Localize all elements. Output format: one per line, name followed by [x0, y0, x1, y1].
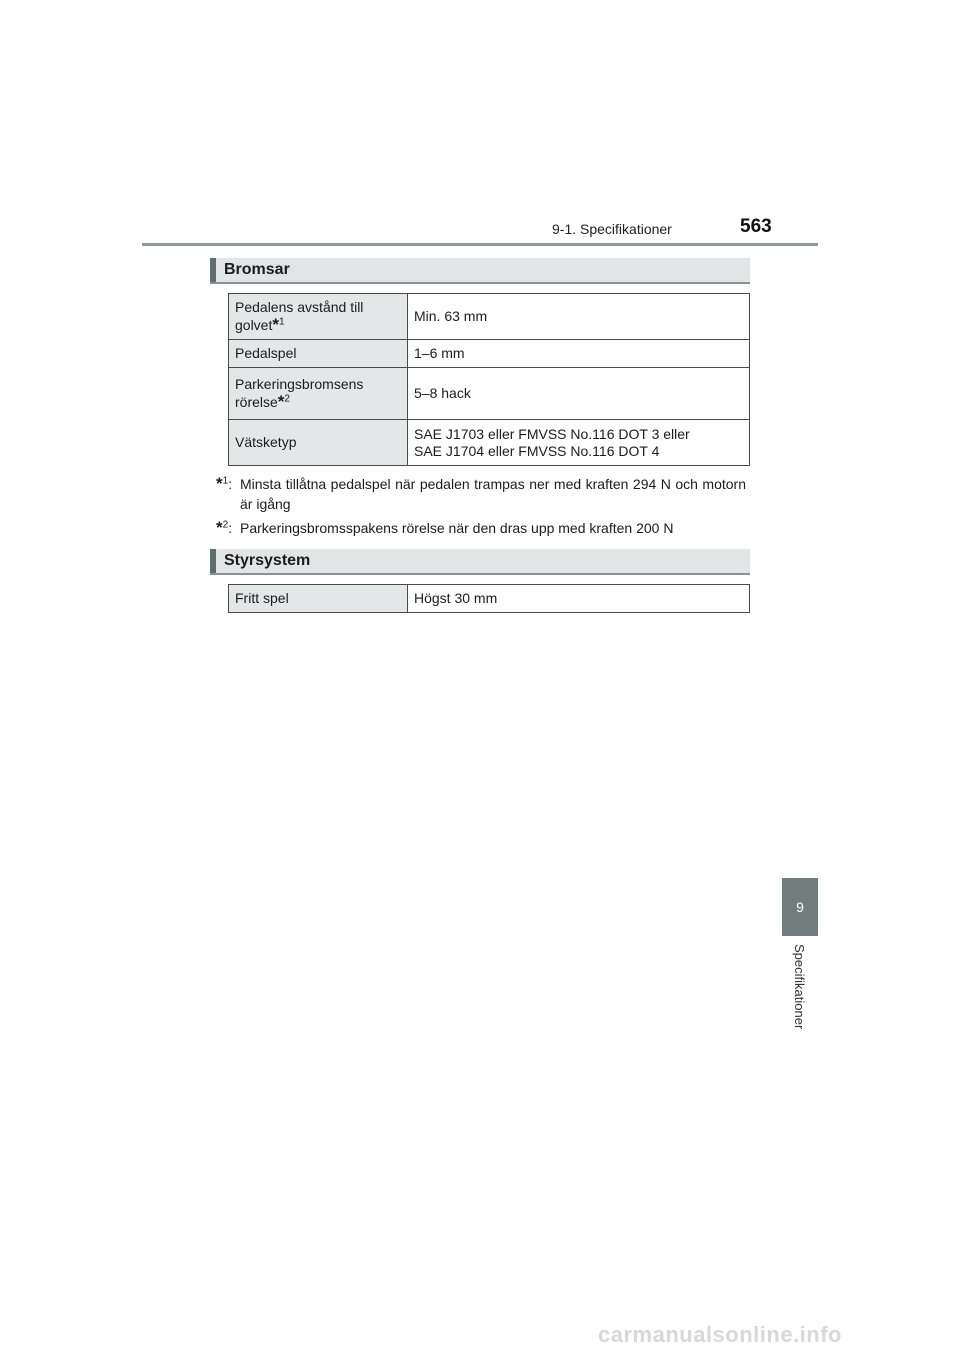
spec-label: golvet — [235, 317, 273, 333]
table-row — [229, 340, 750, 368]
spec-label-cell — [229, 294, 408, 340]
spec-label: Pedalspel — [229, 340, 408, 368]
table-row — [229, 368, 750, 420]
spec-value: SAE J1704 eller FMVSS No.116 DOT 4 — [414, 442, 660, 459]
spec-value: Min. 63 mm — [408, 294, 750, 340]
spec-label: Pedalens avstånd till — [235, 299, 364, 315]
spec-label: Vätsketyp — [229, 420, 408, 466]
footnote-asterisk: * — [272, 315, 279, 334]
spec-label: Parkeringsbromsens — [235, 376, 364, 392]
spec-label: rörelse — [235, 394, 278, 410]
spec-label-cell — [229, 368, 408, 420]
section-header-brakes — [210, 258, 750, 284]
section-title-brakes: Bromsar — [224, 261, 290, 278]
section-header-steering — [210, 549, 750, 575]
footnote-mark: *$^1$: — [216, 474, 233, 493]
spec-label: Fritt spel — [229, 585, 408, 613]
section-marker — [210, 258, 216, 282]
watermark: carmanualsonline.info — [598, 1322, 842, 1347]
footnote-asterisk: * — [277, 392, 285, 411]
footnote-1 — [216, 474, 746, 514]
spec-value: 5–8 hack — [408, 368, 750, 420]
table-row — [229, 585, 750, 613]
spec-value-cell — [408, 420, 750, 466]
section-title-steering: Styrsystem — [224, 552, 311, 569]
section-marker — [210, 549, 216, 573]
spec-value: 1–6 mm — [408, 340, 750, 368]
footnote-text: Minsta tillåtna pedalspel när pedalen trampas ner med kraften 294 N och motorn är igång — [240, 476, 746, 512]
spec-value: Högst 30 mm — [408, 585, 750, 613]
header-rule — [142, 243, 818, 246]
chapter-tab: 9 — [782, 878, 818, 936]
chapter-name: Specifikationer — [792, 944, 807, 1030]
footnote-ref: 1 — [278, 316, 285, 328]
spec-value: SAE J1703 eller FMVSS No.116 DOT 3 eller — [414, 425, 690, 442]
steering-spec-table — [228, 584, 750, 613]
table-row — [229, 420, 750, 466]
footnote-2 — [216, 518, 746, 538]
page-number: 563 — [740, 216, 772, 237]
section-reference: 9-1. Specifikationer — [552, 221, 672, 237]
brakes-spec-table — [228, 293, 750, 466]
table-row — [229, 294, 750, 340]
footnote-text: Parkeringsbromsspakens rörelse när den dras upp med kraften 200 N — [240, 520, 674, 536]
footnote-ref: 2 — [284, 393, 290, 405]
footnote-mark: *$^2$: — [216, 518, 233, 537]
